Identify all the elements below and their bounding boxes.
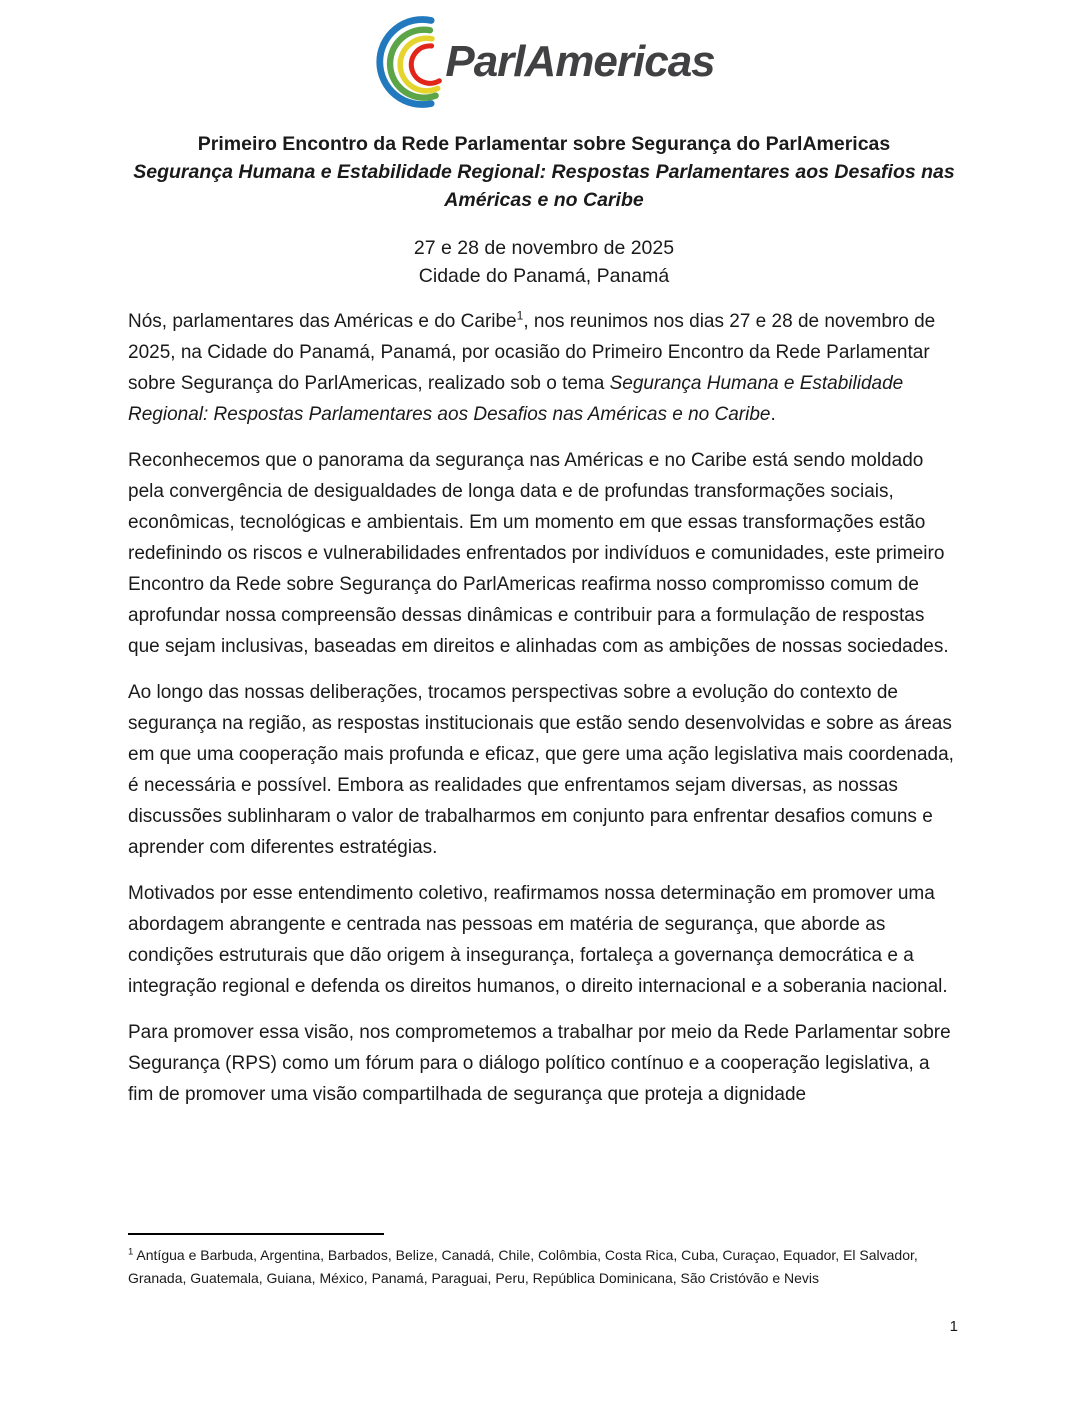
footnote-separator	[128, 1233, 384, 1235]
header-block	[0, 130, 1088, 290]
declaration-body	[128, 306, 959, 1110]
text-run: , nos reunimos nos dias 27 e 28 de novembro de 2025, na Cidade do Panamá, Panamá, por ocasião do Primeiro Encontro da Rede Parlamentar sobre Segurança do ParlAmericas, realizado sob o tema	[128, 311, 936, 394]
parlamericas-logo	[0, 0, 1088, 112]
paragraph-4: Motivados por esse entendimento coletivo, reafirmamos nossa determinação em promover uma abordagem abrangente e centrada nas pessoas em matéria de segurança, que aborde as condições estruturais que dão origem à insegurança, fortaleça a governança democrática e a integração regional e defenda os direitos humanos, o direito internacional e a soberania nacional.	[128, 883, 948, 997]
paragraph-3: Ao longo das nossas deliberações, trocamos perspectivas sobre a evolução do contexto de segurança na região, as respostas institucionais que estão sendo desenvolvidas e sobre as áreas em que uma cooperação mais profunda e eficaz, que gere uma ação legislativa mais coordenada, é necessária e possível. Embora as realidades que enfrentamos sejam diversas, as nossas discussões sublinharam o valor de trabalharmos em conjunto para enfrentar desafios comuns e aprender com diferentes estratégias.	[128, 682, 954, 858]
event-meta	[0, 234, 1088, 290]
event-title: Primeiro Encontro da Rede Parlamentar sobre Segurança do ParlAmericas	[197, 133, 891, 155]
page-number: 1	[949, 1318, 958, 1335]
event-subtitle: Segurança Humana e Estabilidade Regional: Respostas Parlamentares aos Desafios nas Américas e no Caribe	[133, 161, 955, 211]
footnote-marker: 1	[128, 1246, 134, 1258]
paragraph-2: Reconhecemos que o panorama da segurança nas Américas e no Caribe está sendo moldado pela convergência de desigualdades de longa data e de profundas transformações sociais, econômicas, tecnológicas e ambientais. Em um momento em que essas transformações estão redefinindo os riscos e vulnerabilidades enfrentados por indivíduos e comunidades, este primeiro Encontro da Rede sobre Segurança do ParlAmericas reafirma nosso compromisso comum de aprofundar nossa compreensão dessas dinâmicas e contribuir para a formulação de respostas que sejam inclusivas, baseadas em direitos e alinhadas com as ambições de nossas sociedades.	[128, 450, 949, 657]
text-run: .	[770, 404, 776, 425]
footnote	[128, 1244, 959, 1290]
footnote-text: Antígua e Barbuda, Argentina, Barbados, Belize, Canadá, Chile, Colômbia, Costa Rica, Cuba, Curaçao, Equador, El Salvador, Granada, Guatemala, Guiana, México, Panamá, Paraguai, Peru, República Dominicana, São Cristóvão e Nevis	[128, 1247, 918, 1286]
footnote-ref-marker: 1	[516, 308, 524, 323]
event-dates: 27 e 28 de novembro de 2025	[413, 237, 675, 259]
paragraph-5: Para promover essa visão, nos comprometemos a trabalhar por meio da Rede Parlamentar sobre Segurança (RPS) como um fórum para o diálogo político contínuo e a cooperação legislativa, a fim de promover uma visão compartilhada de segurança que proteja a dignidade	[128, 1022, 951, 1105]
footnote-area	[128, 1233, 959, 1290]
theme-title-italic: Segurança Humana e Estabilidade Regional: Respostas Parlamentares aos Desafios nas Américas e no Caribe	[128, 373, 904, 425]
text-run: Nós, parlamentares das Américas e do Caribe	[128, 311, 517, 332]
paragraph-1	[128, 306, 959, 430]
logo-wordmark: ParlAmericas	[445, 37, 715, 86]
event-location: Cidade do Panamá, Panamá	[418, 265, 670, 287]
